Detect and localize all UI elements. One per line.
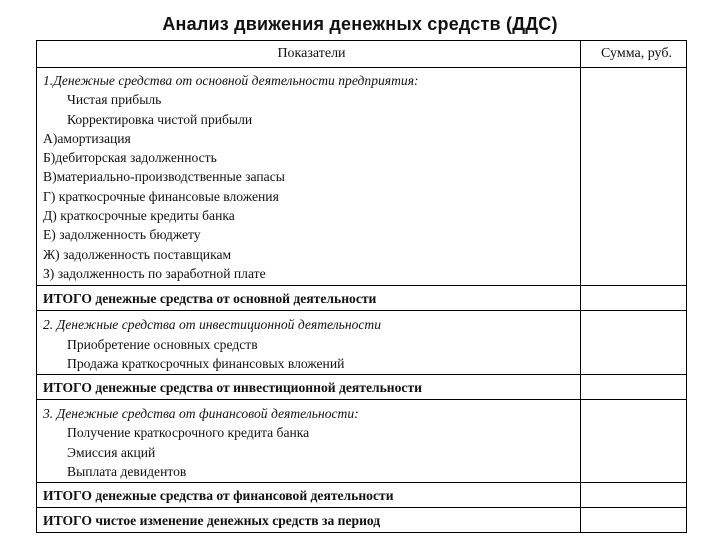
amount-cell xyxy=(581,311,687,375)
total-investing-row xyxy=(37,375,687,400)
list-item: Продажа краткосрочных финансовых вложений xyxy=(67,355,345,371)
list-item: В)материально-производственные запасы xyxy=(43,169,285,185)
total-financing-label: ИТОГО денежные средства от финансовой деятельности xyxy=(37,483,581,508)
column-header-indicators: Показатели xyxy=(37,41,581,68)
list-item: Е) задолженность бюджету xyxy=(43,227,201,243)
total-operating-row xyxy=(37,286,687,311)
section-investing-cell xyxy=(37,311,581,375)
amount-cell xyxy=(581,508,687,533)
section-financing-row xyxy=(37,400,687,483)
total-operating-label: ИТОГО денежные средства от основной деятельности xyxy=(37,286,581,311)
list-item: Ж) задолженность поставщикам xyxy=(43,246,232,262)
amount-cell xyxy=(581,286,687,311)
section-heading: 1.Денежные средства от основной деятельности предприятия: xyxy=(43,73,419,88)
section-investing-row xyxy=(37,311,687,375)
list-item: Г) краткосрочные финансовые вложения xyxy=(43,188,279,204)
list-item: Д) краткосрочные кредиты банка xyxy=(43,208,235,224)
list-item: Б)дебиторская задолженность xyxy=(43,150,217,166)
amount-cell xyxy=(581,483,687,508)
section-financing-cell xyxy=(37,400,581,483)
amount-cell xyxy=(581,68,687,286)
list-item: Приобретение основных средств xyxy=(67,336,258,352)
section-operating-row xyxy=(37,68,687,286)
amount-cell xyxy=(581,400,687,483)
section-heading: 2. Денежные средства от инвестиционной деятельности xyxy=(43,317,382,333)
list-item: Эмиссия акций xyxy=(67,444,156,460)
table-header-row xyxy=(37,41,687,68)
page-title: Анализ движения денежных средств (ДДС) xyxy=(162,14,558,34)
list-item: Получение краткосрочного кредита банка xyxy=(67,425,310,441)
total-financing-row xyxy=(37,483,687,508)
section-operating-cell xyxy=(37,68,581,286)
list-item: Чистая прибыль xyxy=(67,92,162,108)
grand-total-label: ИТОГО чистое изменение денежных средств за период xyxy=(37,508,581,533)
list-item: Корректировка чистой прибыли xyxy=(67,111,253,127)
list-item: Выплата девидентов xyxy=(67,464,187,480)
grand-total-row xyxy=(37,508,687,533)
list-item: З) задолженность по заработной плате xyxy=(43,265,266,281)
section-heading: 3. Денежные средства от финансовой деятельности: xyxy=(43,406,359,422)
column-header-amount: Сумма, руб. xyxy=(581,41,687,68)
amount-cell xyxy=(581,375,687,400)
list-item: А)амортизация xyxy=(43,130,131,146)
cash-flow-table xyxy=(36,40,687,533)
total-investing-label: ИТОГО денежные средства от инвестиционной деятельности xyxy=(37,375,581,400)
